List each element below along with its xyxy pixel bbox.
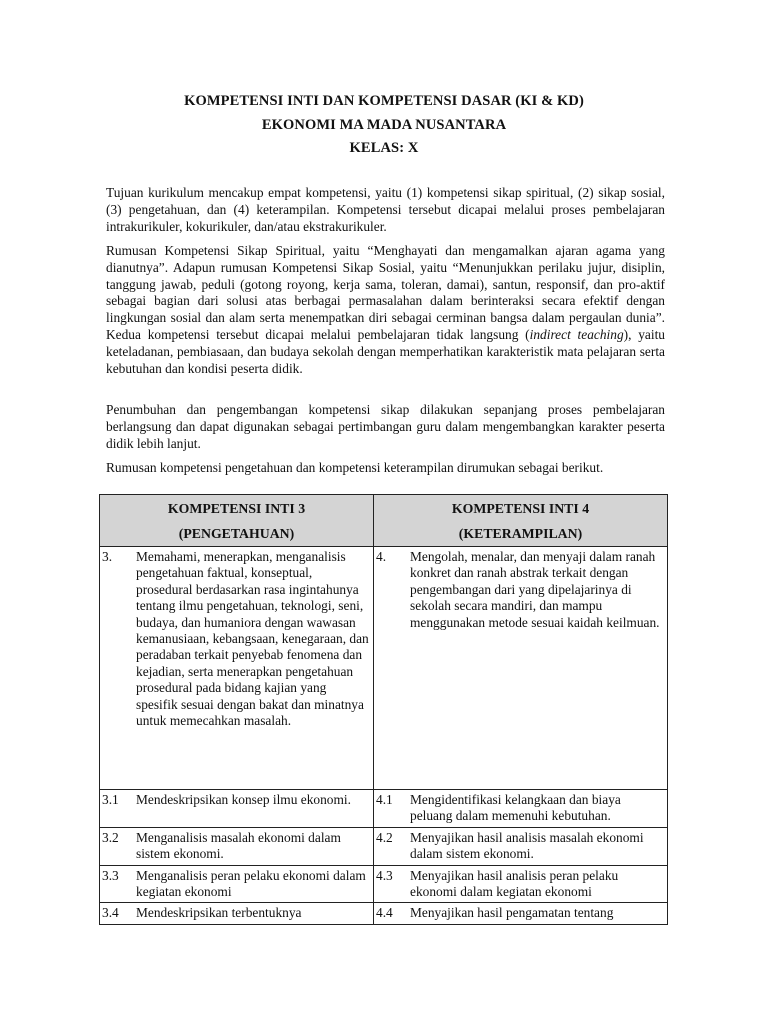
item-number: 3.3 <box>102 867 119 883</box>
item-number: 4. <box>376 549 387 564</box>
item-number: 4.1 <box>376 792 393 807</box>
table-cell-left <box>100 790 374 828</box>
table-cell-right <box>374 547 668 790</box>
item-number: 3.2 <box>102 829 119 845</box>
paragraph-2 <box>106 243 665 377</box>
item-text: Menganalisis masalah ekonomi dalam sistem ekonomi. <box>136 829 341 862</box>
table-cell-left <box>100 903 374 924</box>
paragraph-2-part-a: Rumusan Kompetensi Sikap Spiritual, yaitu “Menghayati dan mengamalkan ajaran agama yang dianutnya”. Adapun rumusan Kompetensi Sikap Sosial, yaitu “Menunjukkan perilaku jujur, disiplin, tanggung jawab, peduli (gotong royong, kerja sama, toleran, damai), santun, responsif, dan pro-aktif sebagai bagian dari solusi atas berbagai permasalahan dalam berinteraksi secara efektif dengan lingkungan sosial dan alam serta menempatkan diri sebagai cerminan bangsa dalam pergaulan dunia”. Kedua kompetensi tersebut dicapai melalui pembelajaran tidak langsung ( <box>106 243 665 342</box>
paragraph-1 <box>106 185 665 235</box>
competency-table <box>99 494 668 925</box>
table-row <box>100 865 668 903</box>
item-text: Mendeskripsikan konsep ilmu ekonomi. <box>136 792 351 807</box>
table-row <box>100 903 668 924</box>
item-number: 4.2 <box>376 829 393 845</box>
item-text: Menganalisis peran pelaku ekonomi dalam kegiatan ekonomi <box>136 867 366 900</box>
table-cell-left <box>100 547 374 790</box>
paragraph-2-text <box>106 243 665 377</box>
table-cell-left <box>100 865 374 903</box>
table-cell-right <box>374 903 668 924</box>
class-label: KELAS: X <box>349 140 419 156</box>
table-cell-right <box>374 827 668 865</box>
table-cell-right <box>374 865 668 903</box>
item-number: 4.3 <box>376 867 393 883</box>
table-cell-right <box>374 790 668 828</box>
header-ki3-line1: KOMPETENSI INTI 3 <box>167 501 306 516</box>
item-number: 3. <box>102 549 113 564</box>
item-text: Menyajikan hasil pengamatan tentang <box>410 905 614 921</box>
paragraph-2-italic: indirect teaching <box>529 326 624 342</box>
item-text: Menyajikan hasil analisis masalah ekonomi dalam sistem ekonomi. <box>410 829 644 862</box>
paragraph-1-text: Tujuan kurikulum mencakup empat kompetensi, yaitu (1) kompetensi sikap spiritual, (2) sikap sosial, (3) pengetahuan, dan (4) keterampilan. Kompetensi tersebut dicapai melalui proses pembelajaran intrakurikuler, kokurikuler, dan/atau ekstrakurikuler. <box>106 185 665 234</box>
paragraph-3 <box>106 402 665 452</box>
header-ki4-line2: (KETERAMPILAN) <box>458 526 583 541</box>
item-number: 3.4 <box>102 905 119 921</box>
paragraph-2-part-b: ), yaitu keteladanan, pembiasaan, dan budaya sekolah dengan memperhatikan karakteristik mata pelajaran serta kebutuhan dan kondisi peserta didik. <box>106 326 665 376</box>
item-text: Mengolah, menalar, dan menyaji dalam ranah konkret dan ranah abstrak terkait dengan pengembangan dari yang dipelajarinya di sekolah secara mandiri, dan mampu menggunakan metode sesuai kaidah keilmuan. <box>410 549 660 630</box>
table-header-row <box>100 495 668 547</box>
item-text: Menyajikan hasil analisis peran pelaku ekonomi dalam kegiatan ekonomi <box>410 867 619 900</box>
header-ki4-line1: KOMPETENSI INTI 4 <box>451 501 590 516</box>
paragraph-3-text: Penumbuhan dan pengembangan kompetensi sikap dilakukan sepanjang proses pembelajaran berlangsung dan dapat digunakan sebagai pertimbangan guru dalam mengembangkan karakter peserta didik lebih lanjut. <box>106 402 665 451</box>
item-number: 3.1 <box>102 792 119 807</box>
item-text: Mengidentifikasi kelangkaan dan biaya peluang dalam memenuhi kebutuhan. <box>410 792 621 824</box>
item-text: Memahami, menerapkan, menganalisis pengetahuan faktual, konseptual, prosedural berdasarkan rasa ingintahunya tentang ilmu pengetahuan, teknologi, seni, budaya, dan humaniora dengan wawasan kemanusiaan, kebangsaan, kenegaraan, dan peradaban terkait penyebab fenomena dan kejadian, serta menerapkan pengetahuan prosedural pada bidang kajian yang spesifik sesuai dengan bakat dan minatnya untuk memecahkan masalah. <box>136 549 369 729</box>
item-text: Mendeskripsikan terbentuknya <box>136 905 302 921</box>
header-ki3-line2: (PENGETAHUAN) <box>178 526 295 541</box>
paragraph-4 <box>106 460 665 477</box>
table-row <box>100 790 668 828</box>
table-row <box>100 547 668 790</box>
paragraph-4-text: Rumusan kompetensi pengetahuan dan kompetensi keterampilan dirumukan sebagai berikut. <box>106 460 604 475</box>
table-row <box>100 827 668 865</box>
table-cell-left <box>100 827 374 865</box>
document-title: KOMPETENSI INTI DAN KOMPETENSI DASAR (KI & KD) <box>184 93 584 109</box>
header-ki3 <box>100 495 374 547</box>
item-number: 4.4 <box>376 905 393 921</box>
document-subtitle: EKONOMI MA MADA NUSANTARA <box>261 117 507 133</box>
header-ki4 <box>374 495 668 547</box>
